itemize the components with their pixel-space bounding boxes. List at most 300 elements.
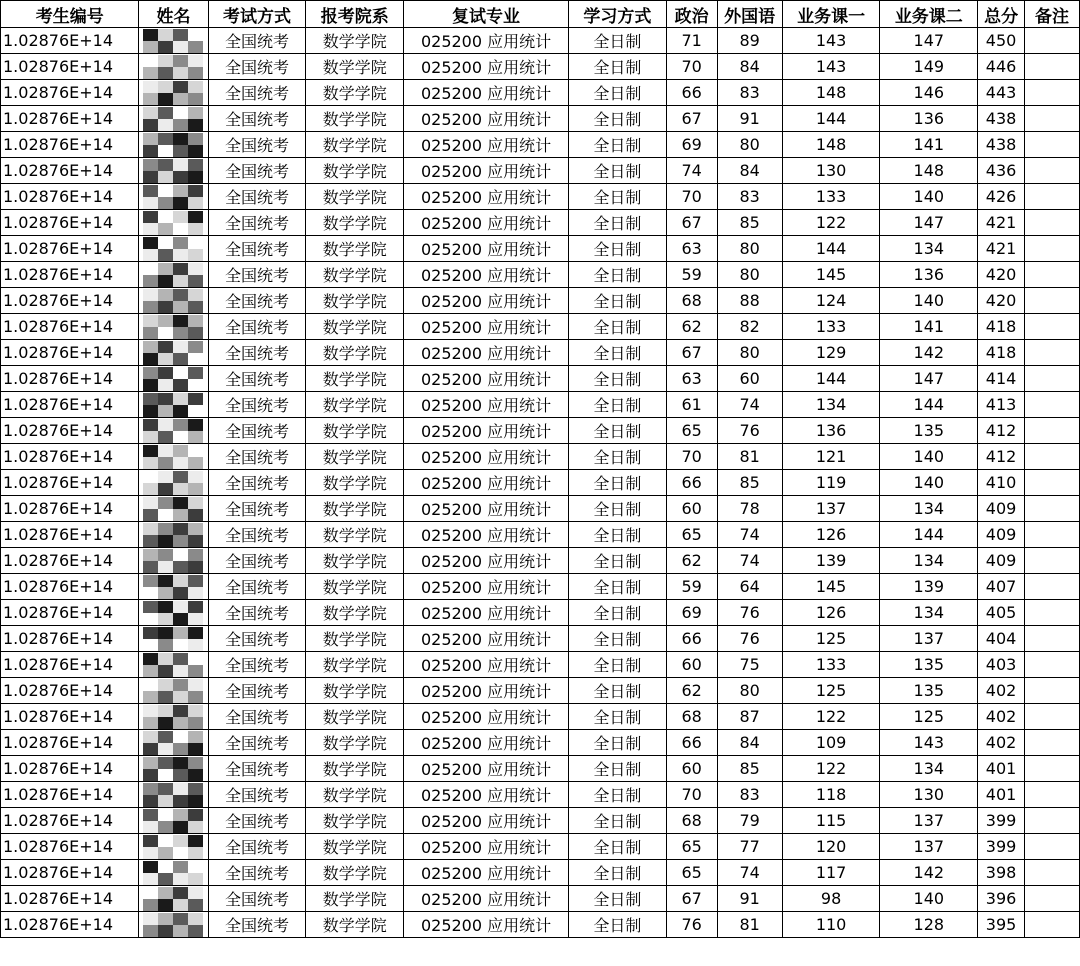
cell-course1: 115 bbox=[782, 808, 880, 834]
cell-study-mode: 全日制 bbox=[568, 210, 666, 236]
cell-foreign-language: 80 bbox=[717, 236, 782, 262]
cell-course2: 149 bbox=[880, 54, 978, 80]
cell-name bbox=[139, 574, 208, 600]
cell-course1: 144 bbox=[782, 106, 880, 132]
cell-course1: 133 bbox=[782, 184, 880, 210]
cell-remark bbox=[1024, 574, 1079, 600]
cell-student-id: 1.02876E+14 bbox=[1, 158, 139, 184]
cell-major: 025200 应用统计 bbox=[404, 548, 569, 574]
cell-course2: 147 bbox=[880, 28, 978, 54]
cell-study-mode: 全日制 bbox=[568, 80, 666, 106]
cell-major: 025200 应用统计 bbox=[404, 756, 569, 782]
redacted-name-mosaic bbox=[143, 185, 203, 209]
cell-department: 数学学院 bbox=[306, 782, 404, 808]
cell-department: 数学学院 bbox=[306, 392, 404, 418]
table-row bbox=[1, 470, 1080, 496]
cell-study-mode: 全日制 bbox=[568, 28, 666, 54]
table-row bbox=[1, 808, 1080, 834]
cell-department: 数学学院 bbox=[306, 314, 404, 340]
cell-politics: 69 bbox=[666, 132, 717, 158]
cell-total: 407 bbox=[978, 574, 1025, 600]
table-row bbox=[1, 184, 1080, 210]
cell-course2: 135 bbox=[880, 678, 978, 704]
cell-course1: 143 bbox=[782, 28, 880, 54]
table-row bbox=[1, 366, 1080, 392]
cell-major: 025200 应用统计 bbox=[404, 834, 569, 860]
cell-total: 421 bbox=[978, 210, 1025, 236]
cell-study-mode: 全日制 bbox=[568, 730, 666, 756]
cell-politics: 66 bbox=[666, 80, 717, 106]
cell-course2: 142 bbox=[880, 860, 978, 886]
cell-department: 数学学院 bbox=[306, 288, 404, 314]
cell-remark bbox=[1024, 860, 1079, 886]
cell-politics: 69 bbox=[666, 600, 717, 626]
cell-politics: 61 bbox=[666, 392, 717, 418]
cell-total: 396 bbox=[978, 886, 1025, 912]
cell-total: 446 bbox=[978, 54, 1025, 80]
cell-exam-mode: 全国统考 bbox=[208, 678, 306, 704]
cell-total: 399 bbox=[978, 834, 1025, 860]
cell-name bbox=[139, 184, 208, 210]
header-foreign-language: 外国语 bbox=[717, 1, 782, 28]
cell-remark bbox=[1024, 28, 1079, 54]
cell-major: 025200 应用统计 bbox=[404, 132, 569, 158]
cell-major: 025200 应用统计 bbox=[404, 912, 569, 938]
cell-major: 025200 应用统计 bbox=[404, 210, 569, 236]
cell-exam-mode: 全国统考 bbox=[208, 782, 306, 808]
cell-remark bbox=[1024, 54, 1079, 80]
cell-major: 025200 应用统计 bbox=[404, 600, 569, 626]
cell-student-id: 1.02876E+14 bbox=[1, 496, 139, 522]
cell-foreign-language: 64 bbox=[717, 574, 782, 600]
table-row bbox=[1, 158, 1080, 184]
cell-name bbox=[139, 158, 208, 184]
cell-course2: 134 bbox=[880, 756, 978, 782]
cell-name bbox=[139, 548, 208, 574]
cell-department: 数学学院 bbox=[306, 548, 404, 574]
cell-course1: 118 bbox=[782, 782, 880, 808]
cell-exam-mode: 全国统考 bbox=[208, 366, 306, 392]
cell-name bbox=[139, 834, 208, 860]
cell-politics: 62 bbox=[666, 548, 717, 574]
cell-student-id: 1.02876E+14 bbox=[1, 886, 139, 912]
cell-remark bbox=[1024, 288, 1079, 314]
cell-study-mode: 全日制 bbox=[568, 886, 666, 912]
cell-department: 数学学院 bbox=[306, 444, 404, 470]
cell-department: 数学学院 bbox=[306, 860, 404, 886]
cell-department: 数学学院 bbox=[306, 340, 404, 366]
cell-course1: 143 bbox=[782, 54, 880, 80]
cell-department: 数学学院 bbox=[306, 704, 404, 730]
cell-course1: 126 bbox=[782, 600, 880, 626]
cell-course1: 110 bbox=[782, 912, 880, 938]
cell-name bbox=[139, 444, 208, 470]
cell-total: 421 bbox=[978, 236, 1025, 262]
cell-name bbox=[139, 912, 208, 938]
cell-course1: 133 bbox=[782, 314, 880, 340]
cell-student-id: 1.02876E+14 bbox=[1, 28, 139, 54]
cell-major: 025200 应用统计 bbox=[404, 184, 569, 210]
header-course1: 业务课一 bbox=[782, 1, 880, 28]
cell-course1: 139 bbox=[782, 548, 880, 574]
cell-remark bbox=[1024, 756, 1079, 782]
cell-foreign-language: 91 bbox=[717, 886, 782, 912]
cell-total: 414 bbox=[978, 366, 1025, 392]
cell-course1: 145 bbox=[782, 574, 880, 600]
cell-student-id: 1.02876E+14 bbox=[1, 782, 139, 808]
cell-study-mode: 全日制 bbox=[568, 808, 666, 834]
cell-major: 025200 应用统计 bbox=[404, 730, 569, 756]
cell-course1: 133 bbox=[782, 652, 880, 678]
cell-exam-mode: 全国统考 bbox=[208, 392, 306, 418]
redacted-name-mosaic bbox=[143, 575, 203, 599]
table-row bbox=[1, 860, 1080, 886]
table-row bbox=[1, 392, 1080, 418]
cell-department: 数学学院 bbox=[306, 184, 404, 210]
cell-course2: 140 bbox=[880, 886, 978, 912]
cell-foreign-language: 88 bbox=[717, 288, 782, 314]
cell-student-id: 1.02876E+14 bbox=[1, 626, 139, 652]
redacted-name-mosaic bbox=[143, 809, 203, 833]
cell-politics: 59 bbox=[666, 574, 717, 600]
cell-study-mode: 全日制 bbox=[568, 132, 666, 158]
cell-foreign-language: 85 bbox=[717, 470, 782, 496]
table-row bbox=[1, 106, 1080, 132]
header-exam-mode: 考试方式 bbox=[208, 1, 306, 28]
cell-major: 025200 应用统计 bbox=[404, 106, 569, 132]
header-department: 报考院系 bbox=[306, 1, 404, 28]
cell-study-mode: 全日制 bbox=[568, 340, 666, 366]
cell-name bbox=[139, 392, 208, 418]
cell-major: 025200 应用统计 bbox=[404, 808, 569, 834]
cell-course1: 148 bbox=[782, 132, 880, 158]
cell-politics: 62 bbox=[666, 314, 717, 340]
cell-study-mode: 全日制 bbox=[568, 574, 666, 600]
cell-name bbox=[139, 210, 208, 236]
cell-remark bbox=[1024, 184, 1079, 210]
cell-total: 399 bbox=[978, 808, 1025, 834]
cell-study-mode: 全日制 bbox=[568, 782, 666, 808]
cell-politics: 67 bbox=[666, 340, 717, 366]
cell-total: 403 bbox=[978, 652, 1025, 678]
cell-study-mode: 全日制 bbox=[568, 548, 666, 574]
cell-exam-mode: 全国统考 bbox=[208, 496, 306, 522]
cell-student-id: 1.02876E+14 bbox=[1, 912, 139, 938]
cell-politics: 65 bbox=[666, 860, 717, 886]
redacted-name-mosaic bbox=[143, 523, 203, 547]
cell-study-mode: 全日制 bbox=[568, 106, 666, 132]
cell-course1: 117 bbox=[782, 860, 880, 886]
table-row bbox=[1, 704, 1080, 730]
cell-department: 数学学院 bbox=[306, 106, 404, 132]
cell-exam-mode: 全国统考 bbox=[208, 106, 306, 132]
cell-major: 025200 应用统计 bbox=[404, 28, 569, 54]
cell-course2: 130 bbox=[880, 782, 978, 808]
cell-total: 420 bbox=[978, 288, 1025, 314]
cell-department: 数学学院 bbox=[306, 496, 404, 522]
cell-remark bbox=[1024, 236, 1079, 262]
cell-major: 025200 应用统计 bbox=[404, 678, 569, 704]
cell-politics: 74 bbox=[666, 158, 717, 184]
cell-total: 436 bbox=[978, 158, 1025, 184]
cell-student-id: 1.02876E+14 bbox=[1, 730, 139, 756]
header-row bbox=[1, 1, 1080, 28]
cell-course1: 122 bbox=[782, 704, 880, 730]
header-name: 姓名 bbox=[139, 1, 208, 28]
cell-department: 数学学院 bbox=[306, 158, 404, 184]
cell-course2: 134 bbox=[880, 496, 978, 522]
header-total: 总分 bbox=[978, 1, 1025, 28]
cell-remark bbox=[1024, 496, 1079, 522]
cell-major: 025200 应用统计 bbox=[404, 158, 569, 184]
cell-course1: 125 bbox=[782, 678, 880, 704]
header-study-mode: 学习方式 bbox=[568, 1, 666, 28]
cell-major: 025200 应用统计 bbox=[404, 262, 569, 288]
cell-study-mode: 全日制 bbox=[568, 704, 666, 730]
cell-student-id: 1.02876E+14 bbox=[1, 418, 139, 444]
cell-exam-mode: 全国统考 bbox=[208, 418, 306, 444]
table-row bbox=[1, 834, 1080, 860]
cell-name bbox=[139, 730, 208, 756]
cell-total: 410 bbox=[978, 470, 1025, 496]
redacted-name-mosaic bbox=[143, 627, 203, 651]
cell-exam-mode: 全国统考 bbox=[208, 912, 306, 938]
cell-exam-mode: 全国统考 bbox=[208, 730, 306, 756]
cell-student-id: 1.02876E+14 bbox=[1, 288, 139, 314]
table-row bbox=[1, 600, 1080, 626]
cell-department: 数学学院 bbox=[306, 626, 404, 652]
cell-study-mode: 全日制 bbox=[568, 652, 666, 678]
cell-name bbox=[139, 704, 208, 730]
cell-student-id: 1.02876E+14 bbox=[1, 444, 139, 470]
cell-course1: 124 bbox=[782, 288, 880, 314]
table-row bbox=[1, 652, 1080, 678]
table-row bbox=[1, 54, 1080, 80]
cell-course1: 129 bbox=[782, 340, 880, 366]
redacted-name-mosaic bbox=[143, 497, 203, 521]
cell-study-mode: 全日制 bbox=[568, 262, 666, 288]
redacted-name-mosaic bbox=[143, 237, 203, 261]
cell-exam-mode: 全国统考 bbox=[208, 210, 306, 236]
redacted-name-mosaic bbox=[143, 679, 203, 703]
cell-student-id: 1.02876E+14 bbox=[1, 210, 139, 236]
cell-name bbox=[139, 860, 208, 886]
cell-student-id: 1.02876E+14 bbox=[1, 236, 139, 262]
cell-exam-mode: 全国统考 bbox=[208, 444, 306, 470]
cell-exam-mode: 全国统考 bbox=[208, 262, 306, 288]
table-row bbox=[1, 756, 1080, 782]
cell-student-id: 1.02876E+14 bbox=[1, 522, 139, 548]
cell-student-id: 1.02876E+14 bbox=[1, 314, 139, 340]
cell-course1: 148 bbox=[782, 80, 880, 106]
cell-course1: 134 bbox=[782, 392, 880, 418]
cell-foreign-language: 84 bbox=[717, 730, 782, 756]
cell-politics: 60 bbox=[666, 756, 717, 782]
table-row bbox=[1, 314, 1080, 340]
cell-exam-mode: 全国统考 bbox=[208, 236, 306, 262]
cell-study-mode: 全日制 bbox=[568, 158, 666, 184]
redacted-name-mosaic bbox=[143, 393, 203, 417]
cell-course1: 144 bbox=[782, 366, 880, 392]
cell-total: 402 bbox=[978, 704, 1025, 730]
cell-department: 数学学院 bbox=[306, 132, 404, 158]
cell-course2: 148 bbox=[880, 158, 978, 184]
cell-foreign-language: 81 bbox=[717, 444, 782, 470]
cell-department: 数学学院 bbox=[306, 678, 404, 704]
cell-study-mode: 全日制 bbox=[568, 392, 666, 418]
cell-total: 401 bbox=[978, 782, 1025, 808]
cell-remark bbox=[1024, 132, 1079, 158]
cell-department: 数学学院 bbox=[306, 262, 404, 288]
cell-politics: 76 bbox=[666, 912, 717, 938]
table-row bbox=[1, 496, 1080, 522]
cell-study-mode: 全日制 bbox=[568, 444, 666, 470]
cell-foreign-language: 80 bbox=[717, 678, 782, 704]
cell-remark bbox=[1024, 314, 1079, 340]
cell-exam-mode: 全国统考 bbox=[208, 704, 306, 730]
cell-study-mode: 全日制 bbox=[568, 860, 666, 886]
cell-remark bbox=[1024, 106, 1079, 132]
cell-course2: 134 bbox=[880, 548, 978, 574]
cell-remark bbox=[1024, 340, 1079, 366]
cell-politics: 67 bbox=[666, 886, 717, 912]
redacted-name-mosaic bbox=[143, 55, 203, 79]
cell-student-id: 1.02876E+14 bbox=[1, 184, 139, 210]
cell-student-id: 1.02876E+14 bbox=[1, 340, 139, 366]
cell-department: 数学学院 bbox=[306, 652, 404, 678]
cell-course2: 137 bbox=[880, 808, 978, 834]
table-row bbox=[1, 444, 1080, 470]
cell-study-mode: 全日制 bbox=[568, 366, 666, 392]
cell-major: 025200 应用统计 bbox=[404, 314, 569, 340]
cell-study-mode: 全日制 bbox=[568, 288, 666, 314]
cell-foreign-language: 80 bbox=[717, 340, 782, 366]
cell-politics: 63 bbox=[666, 366, 717, 392]
cell-department: 数学学院 bbox=[306, 54, 404, 80]
redacted-name-mosaic bbox=[143, 159, 203, 183]
redacted-name-mosaic bbox=[143, 81, 203, 105]
redacted-name-mosaic bbox=[143, 445, 203, 469]
cell-course2: 125 bbox=[880, 704, 978, 730]
cell-exam-mode: 全国统考 bbox=[208, 574, 306, 600]
cell-major: 025200 应用统计 bbox=[404, 444, 569, 470]
cell-name bbox=[139, 340, 208, 366]
cell-study-mode: 全日制 bbox=[568, 626, 666, 652]
cell-name bbox=[139, 470, 208, 496]
cell-study-mode: 全日制 bbox=[568, 496, 666, 522]
cell-course2: 140 bbox=[880, 470, 978, 496]
table-row bbox=[1, 522, 1080, 548]
redacted-name-mosaic bbox=[143, 315, 203, 339]
cell-course2: 141 bbox=[880, 314, 978, 340]
cell-politics: 68 bbox=[666, 704, 717, 730]
cell-politics: 70 bbox=[666, 782, 717, 808]
cell-exam-mode: 全国统考 bbox=[208, 158, 306, 184]
cell-course1: 145 bbox=[782, 262, 880, 288]
cell-foreign-language: 75 bbox=[717, 652, 782, 678]
cell-course2: 146 bbox=[880, 80, 978, 106]
cell-total: 402 bbox=[978, 678, 1025, 704]
cell-foreign-language: 78 bbox=[717, 496, 782, 522]
cell-foreign-language: 74 bbox=[717, 860, 782, 886]
cell-politics: 68 bbox=[666, 808, 717, 834]
cell-course2: 142 bbox=[880, 340, 978, 366]
redacted-name-mosaic bbox=[143, 705, 203, 729]
cell-foreign-language: 80 bbox=[717, 132, 782, 158]
cell-department: 数学学院 bbox=[306, 522, 404, 548]
cell-remark bbox=[1024, 808, 1079, 834]
table-row bbox=[1, 886, 1080, 912]
cell-foreign-language: 91 bbox=[717, 106, 782, 132]
cell-exam-mode: 全国统考 bbox=[208, 314, 306, 340]
cell-politics: 65 bbox=[666, 834, 717, 860]
cell-name bbox=[139, 262, 208, 288]
cell-total: 402 bbox=[978, 730, 1025, 756]
cell-foreign-language: 82 bbox=[717, 314, 782, 340]
cell-department: 数学学院 bbox=[306, 210, 404, 236]
cell-name bbox=[139, 132, 208, 158]
cell-course1: 126 bbox=[782, 522, 880, 548]
cell-total: 438 bbox=[978, 106, 1025, 132]
cell-course1: 119 bbox=[782, 470, 880, 496]
cell-department: 数学学院 bbox=[306, 470, 404, 496]
cell-exam-mode: 全国统考 bbox=[208, 340, 306, 366]
redacted-name-mosaic bbox=[143, 107, 203, 131]
cell-total: 438 bbox=[978, 132, 1025, 158]
cell-politics: 66 bbox=[666, 730, 717, 756]
cell-total: 426 bbox=[978, 184, 1025, 210]
cell-course2: 141 bbox=[880, 132, 978, 158]
cell-student-id: 1.02876E+14 bbox=[1, 548, 139, 574]
cell-total: 409 bbox=[978, 548, 1025, 574]
cell-major: 025200 应用统计 bbox=[404, 626, 569, 652]
cell-remark bbox=[1024, 548, 1079, 574]
cell-remark bbox=[1024, 912, 1079, 938]
cell-course1: 137 bbox=[782, 496, 880, 522]
cell-name bbox=[139, 236, 208, 262]
cell-student-id: 1.02876E+14 bbox=[1, 834, 139, 860]
cell-major: 025200 应用统计 bbox=[404, 860, 569, 886]
redacted-name-mosaic bbox=[143, 783, 203, 807]
cell-politics: 66 bbox=[666, 626, 717, 652]
cell-study-mode: 全日制 bbox=[568, 522, 666, 548]
cell-politics: 62 bbox=[666, 678, 717, 704]
cell-study-mode: 全日制 bbox=[568, 54, 666, 80]
cell-major: 025200 应用统计 bbox=[404, 886, 569, 912]
cell-remark bbox=[1024, 80, 1079, 106]
cell-course2: 137 bbox=[880, 626, 978, 652]
cell-politics: 71 bbox=[666, 28, 717, 54]
header-course2: 业务课二 bbox=[880, 1, 978, 28]
cell-remark bbox=[1024, 730, 1079, 756]
table-row bbox=[1, 262, 1080, 288]
cell-course1: 130 bbox=[782, 158, 880, 184]
cell-politics: 66 bbox=[666, 470, 717, 496]
cell-foreign-language: 80 bbox=[717, 262, 782, 288]
cell-department: 数学学院 bbox=[306, 236, 404, 262]
cell-foreign-language: 76 bbox=[717, 626, 782, 652]
header-politics: 政治 bbox=[666, 1, 717, 28]
cell-exam-mode: 全国统考 bbox=[208, 626, 306, 652]
cell-study-mode: 全日制 bbox=[568, 236, 666, 262]
cell-student-id: 1.02876E+14 bbox=[1, 262, 139, 288]
cell-major: 025200 应用统计 bbox=[404, 704, 569, 730]
cell-course2: 147 bbox=[880, 366, 978, 392]
cell-course1: 125 bbox=[782, 626, 880, 652]
cell-exam-mode: 全国统考 bbox=[208, 28, 306, 54]
cell-exam-mode: 全国统考 bbox=[208, 652, 306, 678]
cell-name bbox=[139, 314, 208, 340]
